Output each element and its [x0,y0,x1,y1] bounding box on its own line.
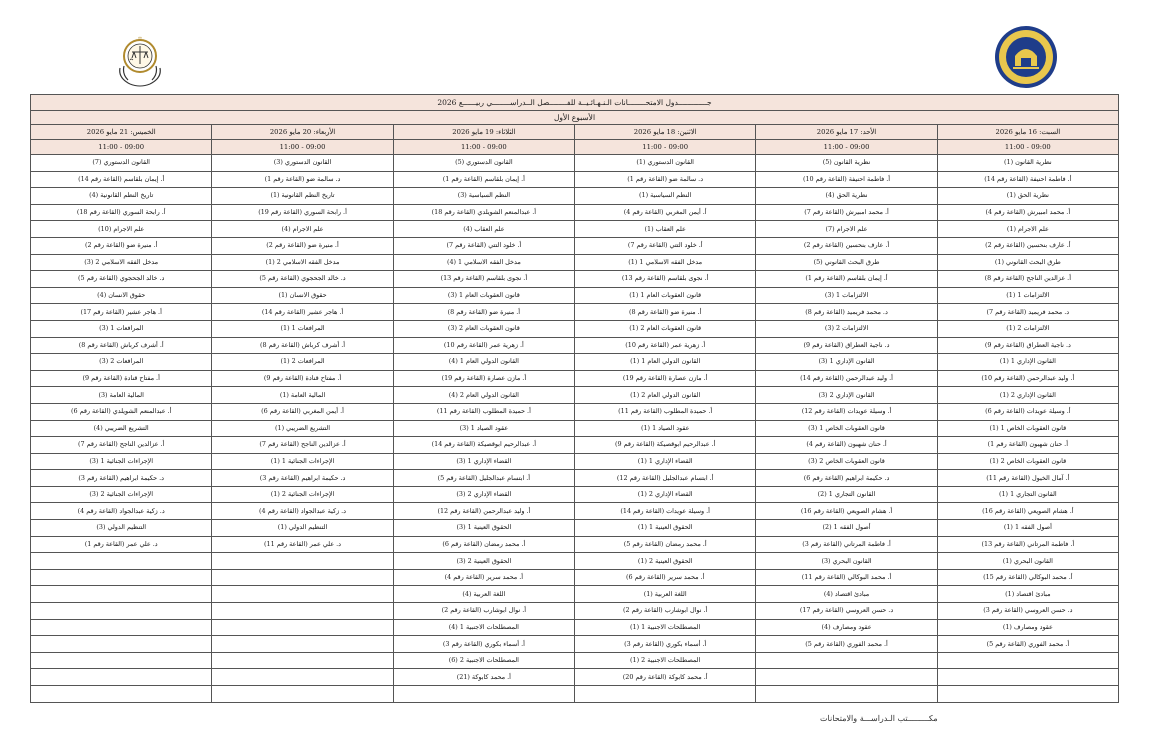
instructor-room-cell: أ. هاجر عشير (القاعة رقم 17) [31,304,212,321]
instructor-room-cell: أ. محمد رمضان (القاعة رقم 5) [575,536,756,553]
instructor-room-cell [31,669,212,686]
course-cell: الالتزامات 2 (3) [756,320,937,337]
course-cell: الحقوق العينية 1 (3) [393,520,574,537]
course-cell: نظرية القانون (1) [937,155,1118,172]
instructor-room-cell: أ. آمال الخيول (القاعة رقم 11) [937,470,1118,487]
time-header-row [31,140,1119,155]
course-cell: المرافعات 1 (1) [212,320,393,337]
course-cell: الحقوق العينية 2 (1) [575,553,756,570]
course-cell: قانون العقوبات العام 2 (3) [393,320,574,337]
instructor-room-cell: د. محمد فريميد (القاعة رقم 8) [756,304,937,321]
course-cell: عقود ومصارف (1) [937,619,1118,636]
course-cell: النظم السياسية (1) [575,188,756,205]
table-row [31,503,1119,520]
table-row [31,437,1119,454]
course-cell [212,553,393,570]
instructor-room-cell: د. زكية عبدالجواد (القاعة رقم 4) [31,503,212,520]
course-cell: حقوق الانسان (4) [31,287,212,304]
table-row [31,171,1119,188]
instructor-room-cell: أ. هاجر عشير (القاعة رقم 14) [212,304,393,321]
instructor-room-cell: أ. أسماء بكوري (القاعة رقم 3) [575,636,756,653]
instructor-room-cell: أ. وسيلة عويدات (القاعة رقم 12) [756,403,937,420]
table-row [31,204,1119,221]
instructor-room-cell: أ. وسيلة عويدات (القاعة رقم 14) [575,503,756,520]
course-cell: عقود الصياد 1 (1) [575,420,756,437]
table-row [31,536,1119,553]
course-cell: اللغة العربية (4) [393,586,574,603]
instructor-room-cell: أ. خلود التتي (القاعة رقم 7) [393,237,574,254]
course-cell: طرق البحث القانوني (5) [756,254,937,271]
instructor-room-cell: أ. محمد امبيرش (القاعة رقم 4) [937,204,1118,221]
instructor-room-cell: أ. هشام الصويعي (القاعة رقم 16) [756,503,937,520]
instructor-room-cell: أ. حميدة المطلوب (القاعة رقم 11) [575,403,756,420]
table-row [31,337,1119,354]
instructor-room-cell: أ. محمد الفوري (القاعة رقم 5) [937,636,1118,653]
course-cell: نظرية الحق (1) [937,188,1118,205]
table-row [31,420,1119,437]
course-cell [31,652,212,669]
instructor-room-cell [212,669,393,686]
instructor-room-cell: أ. حميدة المطلوب (القاعة رقم 11) [393,403,574,420]
course-cell: نظرية القانون (5) [756,155,937,172]
course-cell: مدخل الفقه الاسلامي 1 (1) [575,254,756,271]
course-cell: القانون الإداري 1 (3) [756,354,937,371]
instructor-room-cell [937,669,1118,686]
course-cell: القانون الإداري 2 (3) [756,387,937,404]
course-cell: علم الاجرام (7) [756,221,937,238]
course-cell: النظم السياسية (3) [393,188,574,205]
table-row [31,669,1119,686]
course-cell: علم الاجرام (10) [31,221,212,238]
instructor-room-cell: أ. فاطمة المرتاني (القاعة رقم 3) [756,536,937,553]
course-cell: عقود ومصارف (4) [756,619,937,636]
instructor-room-cell: أ. رابحة السوري (القاعة رقم 19) [212,204,393,221]
course-cell: الإجراءات الجنائية 1 (1) [212,453,393,470]
instructor-room-cell: أ. فاطمة المرتاني (القاعة رقم 13) [937,536,1118,553]
instructor-room-cell: أ. مفتاح قنادة (القاعة رقم 9) [212,370,393,387]
instructor-room-cell: أ. منيرة ضو (القاعة رقم 2) [212,237,393,254]
course-cell: القانون الدستوري (1) [575,155,756,172]
course-cell: الإجراءات الجنائية 2 (1) [212,486,393,503]
course-cell: التنظيم الدولي (3) [31,520,212,537]
instructor-room-cell: أ. حنان شهبون (القاعة رقم 4) [756,437,937,454]
schedule-title: جـــــــــــــدول الامتحــــــــانات الـنـهـائـيــة للفــــــــصل الــدراســــــــي ربيــــــع 2026 [31,95,1119,111]
instructor-room-cell: أ. عبدالرحيم ابوقصيكة (القاعة رقم 9) [575,437,756,454]
university-seal [993,24,1059,90]
instructor-room-cell: د. محمد فريميد (القاعة رقم 7) [937,304,1118,321]
time-slot: 09:00 - 11:00 [756,140,937,155]
instructor-room-cell: أ. محمد كابوكة (القاعة رقم 20) [575,669,756,686]
instructor-room-cell: أ. وليد عبدالرحمن (القاعة رقم 10) [937,370,1118,387]
instructor-room-cell: أ. مازن عصارة (القاعة رقم 19) [393,370,574,387]
course-cell: مبادئ اقتصاد (4) [756,586,937,603]
table-row [31,686,1119,703]
course-cell: مدخل الفقه الاسلامي 2 (1) [212,254,393,271]
instructor-room-cell: أ. حنان شهبون (القاعة رقم 1) [937,437,1118,454]
time-slot: 09:00 - 11:00 [393,140,574,155]
instructor-room-cell: أ. إيمان بلقاسم (القاعة رقم 1) [756,271,937,288]
table-row [31,486,1119,503]
instructor-room-cell: أ. أسماء بكوري (القاعة رقم 3) [393,636,574,653]
course-cell: حقوق الانسان (1) [212,287,393,304]
course-cell: نظرية الحق (4) [756,188,937,205]
course-cell: القانون الدستوري (5) [393,155,574,172]
course-cell: القانون التجاري 1 (1) [937,486,1118,503]
instructor-room-cell: أ. محمد كابوكة (21) [393,669,574,686]
course-cell: المصطلحات الاجنبية 1 (4) [393,619,574,636]
course-cell: التشريع الضريبي (1) [212,420,393,437]
course-cell: مبادئ اقتصاد (1) [937,586,1118,603]
course-cell: تاريخ النظم القانونية (4) [31,188,212,205]
course-cell: قانون العقوبات الخاص 2 (1) [937,453,1118,470]
course-cell: الالتزامات 2 (1) [937,320,1118,337]
table-row [31,370,1119,387]
table-row [31,520,1119,537]
day-header: الأحد: 17 مايو 2026 [756,125,937,140]
course-cell: مدخل الفقه الاسلامي 2 (3) [31,254,212,271]
course-cell: علم العقاب (4) [393,221,574,238]
instructor-room-cell: د. حكيمة ابراهيم (القاعة رقم 3) [212,470,393,487]
instructor-room-cell: أ. وليد عبدالرحمن (القاعة رقم 14) [756,370,937,387]
course-cell: قانون العقوبات الخاص 1 (1) [937,420,1118,437]
instructor-room-cell: د. زكية عبدالجواد (القاعة رقم 4) [212,503,393,520]
instructor-room-cell: د. حكيمة ابراهيم (القاعة رقم 3) [31,470,212,487]
instructor-room-cell: د. حسن العروسي (القاعة رقم 3) [937,603,1118,620]
course-cell: المصطلحات الاجنبية 1 (1) [575,619,756,636]
instructor-room-cell: د. خالد الجحجوي (القاعة رقم 5) [212,271,393,288]
instructor-room-cell: د. سالمة ضو (القاعة رقم 1) [575,171,756,188]
instructor-room-cell: أ. محمد الفوري (القاعة رقم 5) [756,636,937,653]
course-cell: الالتزامات 1 (1) [937,287,1118,304]
course-cell [31,586,212,603]
course-cell [212,652,393,669]
course-cell: أصول الفقه 1 (2) [756,520,937,537]
table-row [31,470,1119,487]
instructor-room-cell: أ. وليد عبدالرحمن (القاعة رقم 12) [393,503,574,520]
day-header-row [31,125,1119,140]
course-cell: الإجراءات الجنائية 1 (3) [31,453,212,470]
instructor-room-cell: د. علي عمر (القاعة رقم 1) [31,536,212,553]
course-cell: علم الاجرام (4) [212,221,393,238]
course-cell [756,686,937,703]
course-cell [756,652,937,669]
instructor-room-cell [756,669,937,686]
course-cell: قانون العقوبات العام 1 (1) [575,287,756,304]
table-row [31,188,1119,205]
course-cell [212,586,393,603]
course-cell: علم الاجرام (1) [937,221,1118,238]
course-cell: قانون العقوبات الخاص 1 (3) [756,420,937,437]
course-cell: القانون الدستوري (7) [31,155,212,172]
instructor-room-cell: أ. عزالدين الناجح (القاعة رقم 7) [31,437,212,454]
instructor-room-cell: د. سالمة ضو (القاعة رقم 1) [212,171,393,188]
instructor-room-cell: أ. منيرة ضو (القاعة رقم 8) [575,304,756,321]
course-cell: القانون البحري (1) [937,553,1118,570]
table-row [31,354,1119,371]
day-header: الأربعاء: 20 مايو 2026 [212,125,393,140]
instructor-room-cell: أ. أيمن المغربي (القاعة رقم 6) [212,403,393,420]
course-cell: المصطلحات الاجنبية 2 (1) [575,652,756,669]
table-row [31,403,1119,420]
table-row [31,586,1119,603]
course-cell: مدخل الفقه الاسلامي 1 (4) [393,254,574,271]
course-cell: الإجراءات الجنائية 2 (3) [31,486,212,503]
instructor-room-cell: أ. فاطمة احنيفة (القاعة رقم 10) [756,171,937,188]
course-cell: القانون الدولي العام 1 (4) [393,354,574,371]
instructor-room-cell: أ. أيمن المغربي (القاعة رقم 4) [575,204,756,221]
course-cell: أصول الفقه 1 (1) [937,520,1118,537]
course-cell: القانون الدولي العام 2 (1) [575,387,756,404]
course-cell: المالية العامة (3) [31,387,212,404]
course-cell: الحقوق العينية 1 (1) [575,520,756,537]
instructor-room-cell: أ. عزالدين الناجح (القاعة رقم 7) [212,437,393,454]
course-cell: علم العقاب (1) [575,221,756,238]
instructor-room-cell: أ. زهرية عمر (القاعة رقم 10) [393,337,574,354]
course-cell: القانون الدستوري (3) [212,155,393,172]
instructor-room-cell [212,603,393,620]
instructor-room-cell: د. حسن العروسي (القاعة رقم 17) [756,603,937,620]
instructor-room-cell: أ. أشرف كرباش (القاعة رقم 8) [31,337,212,354]
instructor-room-cell: أ. منيرة ضو (القاعة رقم 2) [31,237,212,254]
table-row [31,636,1119,653]
time-slot: 09:00 - 11:00 [31,140,212,155]
day-header: الاثنين: 18 مايو 2026 [575,125,756,140]
instructor-room-cell: أ. محمد سرير (القاعة رقم 6) [575,569,756,586]
course-cell: المصطلحات الاجنبية 2 (6) [393,652,574,669]
course-cell: القضاء الإداري 2 (1) [575,486,756,503]
course-cell: تاريخ النظم القانونية (1) [212,188,393,205]
instructor-room-cell: أ. أشرف كرباش (القاعة رقم 8) [212,337,393,354]
instructor-room-cell: أ. إيمان بلقاسم (القاعة رقم 1) [393,171,574,188]
course-cell: القضاء الإداري 1 (1) [575,453,756,470]
table-row [31,254,1119,271]
course-cell [212,619,393,636]
faculty-of-law-logo [108,28,172,92]
day-header: الثلاثاء: 19 مايو 2026 [393,125,574,140]
instructor-room-cell: أ. نوال ابوشارب (القاعة رقم 2) [575,603,756,620]
course-cell: الحقوق العينية 2 (3) [393,553,574,570]
instructor-room-cell: أ. خلود التتي (القاعة رقم 7) [575,237,756,254]
exam-schedule-table [30,94,1119,703]
day-header: السبت: 16 مايو 2026 [937,125,1118,140]
office-footer: مكـــــــــتب الـدراســـة والامتحانات [820,714,938,723]
table-row [31,553,1119,570]
instructor-room-cell: أ. منيرة ضو (القاعة رقم 8) [393,304,574,321]
instructor-room-cell: أ. ابتسام عبدالجليل (القاعة رقم 12) [575,470,756,487]
course-cell: القانون الدولي العام 2 (4) [393,387,574,404]
instructor-room-cell: أ. عبدالمنعم الشويلدي (القاعة رقم 6) [31,403,212,420]
course-cell [31,686,212,703]
course-cell: الالتزامات 1 (3) [756,287,937,304]
course-cell [937,652,1118,669]
instructor-room-cell: أ. محمد رمضان (القاعة رقم 6) [393,536,574,553]
instructor-room-cell: د. ناجية العطراق (القاعة رقم 9) [756,337,937,354]
table-row [31,320,1119,337]
instructor-room-cell: أ. نجوى بلقاسم (القاعة رقم 13) [393,271,574,288]
instructor-room-cell: د. خالد الجحجوي (القاعة رقم 5) [31,271,212,288]
instructor-room-cell [212,636,393,653]
table-row [31,619,1119,636]
instructor-room-cell: أ. محمد البوكالي (القاعة رقم 15) [937,569,1118,586]
instructor-room-cell: أ. عبدالمنعم الشويلدي (القاعة رقم 18) [393,204,574,221]
table-row [31,453,1119,470]
table-row [31,304,1119,321]
table-row [31,603,1119,620]
course-cell [31,553,212,570]
course-cell [31,619,212,636]
course-cell [393,686,574,703]
course-cell: التنظيم الدولي (1) [212,520,393,537]
table-row [31,569,1119,586]
time-slot: 09:00 - 11:00 [575,140,756,155]
instructor-room-cell: أ. عارف بنحسين (القاعة رقم 2) [937,237,1118,254]
instructor-room-cell: أ. عزالدين الناجح (القاعة رقم 8) [937,271,1118,288]
instructor-room-cell [31,603,212,620]
instructor-room-cell: أ. رابحة السوري (القاعة رقم 18) [31,204,212,221]
instructor-room-cell: أ. محمد سرير (القاعة رقم 4) [393,569,574,586]
instructor-room-cell: أ. محمد البوكالي (القاعة رقم 11) [756,569,937,586]
day-header: الخميس: 21 مايو 2026 [31,125,212,140]
course-cell: قانون العقوبات العام 2 (1) [575,320,756,337]
instructor-room-cell: أ. إيمان بلقاسم (القاعة رقم 14) [31,171,212,188]
course-cell: التشريع الضريبي (4) [31,420,212,437]
table-row [31,387,1119,404]
course-cell: طرق البحث القانوني (1) [937,254,1118,271]
course-cell: القانون الإداري 1 (1) [937,354,1118,371]
table-row [31,155,1119,172]
instructor-room-cell: أ. نوال ابوشارب (القاعة رقم 2) [393,603,574,620]
instructor-room-cell: أ. مفتاح قنادة (القاعة رقم 9) [31,370,212,387]
time-slot: 09:00 - 11:00 [937,140,1118,155]
table-row [31,271,1119,288]
course-cell: المالية العامة (1) [212,387,393,404]
course-cell: اللغة العربية (1) [575,586,756,603]
course-cell [212,686,393,703]
svg-text:⚖: ⚖ [137,36,143,42]
instructor-room-cell: أ. زهرية عمر (القاعة رقم 10) [575,337,756,354]
course-cell: القضاء الإداري 1 (3) [393,453,574,470]
course-cell: القانون التجاري 1 (2) [756,486,937,503]
instructor-room-cell [212,569,393,586]
course-cell: قانون العقوبات الخاص 2 (3) [756,453,937,470]
course-cell: المرافعات 2 (3) [31,354,212,371]
table-row [31,652,1119,669]
instructor-room-cell: د. علي عمر (القاعة رقم 11) [212,536,393,553]
course-cell [575,686,756,703]
course-cell: عقود الصياد 1 (3) [393,420,574,437]
course-cell: القانون الإداري 2 (1) [937,387,1118,404]
course-cell: المرافعات 1 (3) [31,320,212,337]
instructor-room-cell: أ. هشام الصويعي (القاعة رقم 16) [937,503,1118,520]
instructor-room-cell: د. ناجية العطراق (القاعة رقم 9) [937,337,1118,354]
instructor-room-cell [31,569,212,586]
instructor-room-cell [31,636,212,653]
course-cell: المرافعات 2 (1) [212,354,393,371]
instructor-room-cell: أ. عبدالرحيم ابوقصيكة (القاعة رقم 14) [393,437,574,454]
instructor-room-cell: د. حكيمة ابراهيم (القاعة رقم 6) [756,470,937,487]
instructor-room-cell: أ. فاطمة احنيفة (القاعة رقم 14) [937,171,1118,188]
course-cell [937,686,1118,703]
instructor-room-cell: أ. عارف بنحسين (القاعة رقم 2) [756,237,937,254]
instructor-room-cell: أ. مازن عصارة (القاعة رقم 19) [575,370,756,387]
table-row [31,237,1119,254]
table-row [31,221,1119,238]
course-cell: القضاء الإداري 2 (3) [393,486,574,503]
course-cell: قانون العقوبات العام 1 (3) [393,287,574,304]
time-slot: 09:00 - 11:00 [212,140,393,155]
instructor-room-cell: أ. محمد امبيرش (القاعة رقم 7) [756,204,937,221]
week-label: الأسبوع الأول [31,111,1119,125]
course-cell: القانون البحري (3) [756,553,937,570]
table-row [31,287,1119,304]
course-cell: القانون الدولي العام 1 (1) [575,354,756,371]
instructor-room-cell: أ. وسيلة عويدات (القاعة رقم 6) [937,403,1118,420]
instructor-room-cell: أ. ابتسام عبدالجليل (القاعة رقم 5) [393,470,574,487]
instructor-room-cell: أ. نجوى بلقاسم (القاعة رقم 13) [575,271,756,288]
